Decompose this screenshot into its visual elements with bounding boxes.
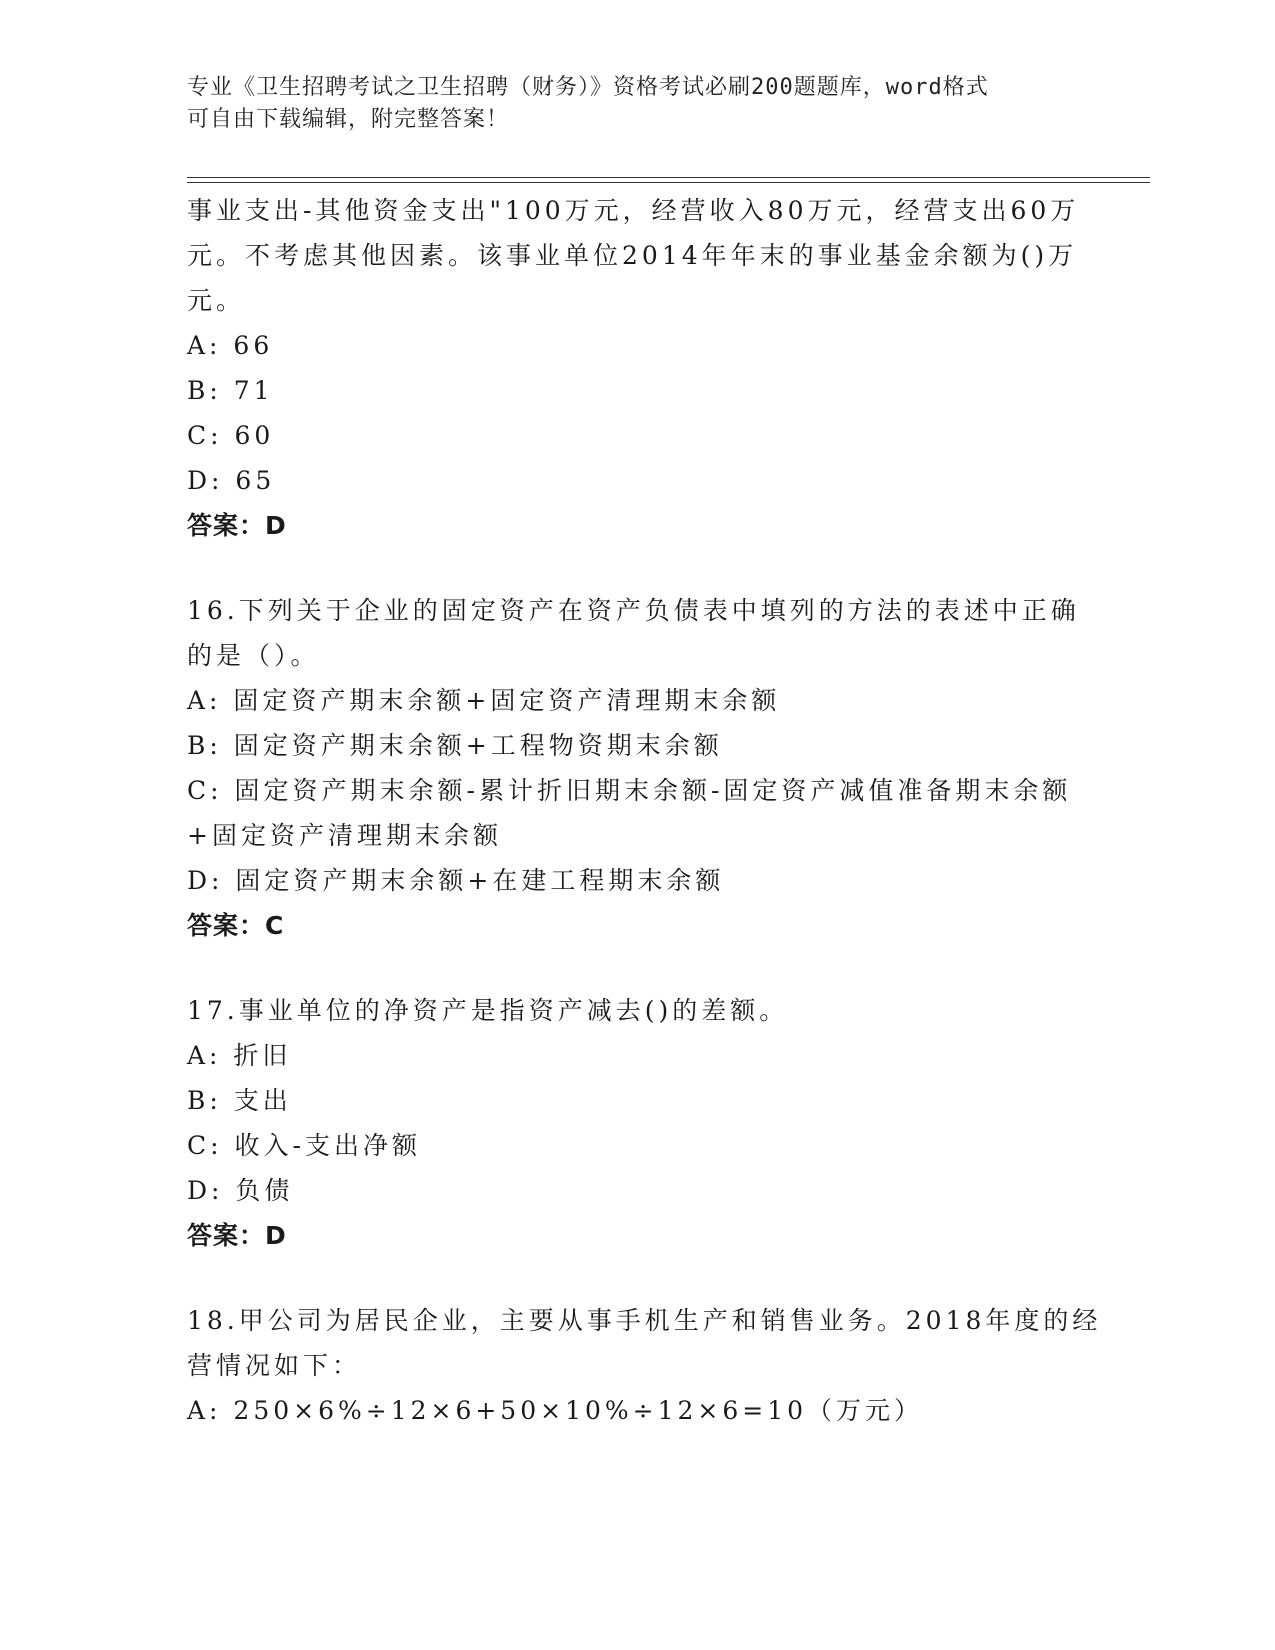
option-b: B: 71 bbox=[187, 376, 274, 405]
answer-label: 答案：D bbox=[187, 1221, 287, 1250]
answer-label: 答案：C bbox=[187, 911, 285, 940]
question-text-line: 18.甲公司为居民企业，主要从事手机生产和销售业务。2018年度的经 bbox=[187, 1306, 1102, 1335]
question-text-line: 元。不考虑其他因素。该事业单位2014年年末的事业基金余额为()万 bbox=[187, 241, 1078, 270]
question-text-line: 的是（）。 bbox=[187, 641, 320, 670]
document-header bbox=[187, 72, 1087, 136]
question-text-line: 17.事业单位的净资产是指资产减去()的差额。 bbox=[187, 996, 789, 1025]
question-list bbox=[187, 188, 1102, 1433]
question-text-line: 元。 bbox=[187, 286, 246, 315]
answer-label: 答案：D bbox=[187, 511, 287, 540]
question-16 bbox=[187, 588, 1087, 948]
question-text-line: 16.下列关于企业的固定资产在资产负债表中填列的方法的表述中正确 bbox=[187, 596, 1080, 625]
option-a: A: 固定资产期末余额+固定资产清理期末余额 bbox=[187, 686, 781, 715]
option-b: B: 固定资产期末余额+工程物资期末余额 bbox=[187, 731, 723, 760]
option-c: C: 60 bbox=[187, 421, 275, 450]
option-c: C: 收入-支出净额 bbox=[187, 1131, 421, 1160]
option-a: A: 66 bbox=[187, 331, 274, 360]
question-text-line: 营情况如下： bbox=[187, 1351, 362, 1380]
question-17 bbox=[187, 988, 1087, 1258]
header-divider-top bbox=[187, 177, 1150, 178]
option-d: D: 65 bbox=[187, 466, 276, 495]
question-text-line: 事业支出-其他资金支出"100万元，经营收入80万元，经营支出60万 bbox=[187, 196, 1080, 225]
option-a: A: 折旧 bbox=[187, 1041, 292, 1070]
option-b: B: 支出 bbox=[187, 1086, 292, 1115]
option-d: D: 负债 bbox=[187, 1176, 294, 1205]
header-divider-bottom bbox=[187, 182, 1150, 183]
question-18 bbox=[187, 1298, 1102, 1433]
option-c-continued: +固定资产清理期末余额 bbox=[187, 821, 502, 850]
option-c: C: 固定资产期末余额-累计折旧期末余额-固定资产减值准备期末余额 bbox=[187, 776, 1072, 805]
question-15 bbox=[187, 188, 1087, 548]
option-a: A: 250×6%÷12×6+50×10%÷12×6=10（万元） bbox=[187, 1396, 924, 1425]
option-d: D: 固定资产期末余额+在建工程期末余额 bbox=[187, 866, 725, 895]
header-title-line-2: 可自由下载编辑，附完整答案！ bbox=[187, 107, 510, 132]
header-title-line-1: 专业《卫生招聘考试之卫生招聘（财务）》资格考试必刷200题题库，word格式 bbox=[187, 75, 989, 100]
